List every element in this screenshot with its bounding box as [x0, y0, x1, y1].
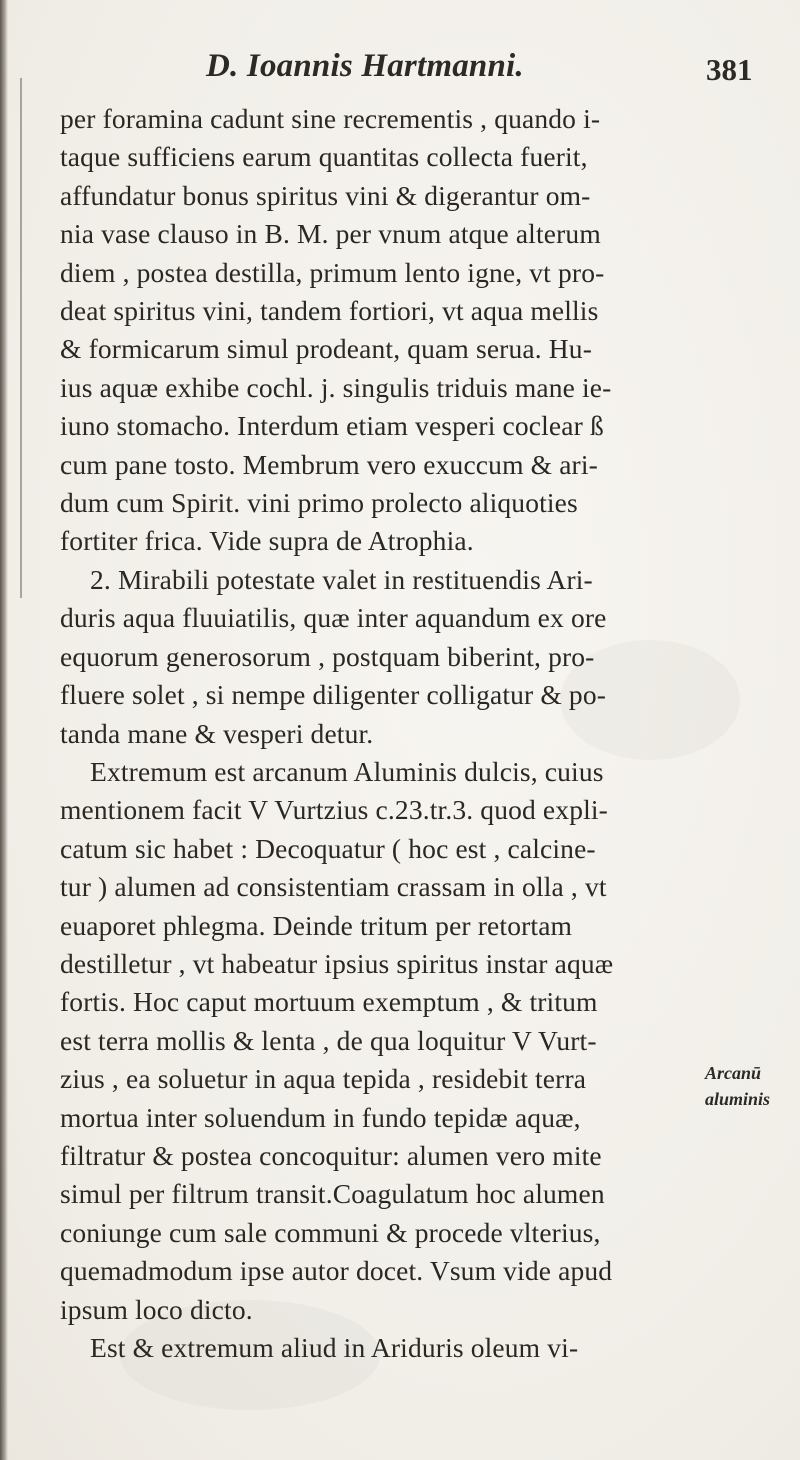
margin-rule: [20, 78, 22, 598]
text-line: fluere solet , si nempe diligenter colligatur & po-: [60, 679, 607, 711]
text-line: deat spiritus vini, tandem fortiori, vt aqua mellis: [60, 295, 599, 327]
marginal-note: [705, 1060, 797, 1112]
text-line: nia vase clauso in B. M. per vnum atque alterum: [60, 218, 601, 250]
binding-edge: [0, 0, 8, 1460]
text-line: tur ) alumen ad consistentiam crassam in olla , vt: [60, 871, 607, 903]
running-head: D. Ioannis Hartmanni.: [206, 48, 524, 84]
text-line: mentionem facit V Vurtzius c.23.tr.3. quod expli-: [60, 794, 608, 826]
text-line: dum cum Spirit. vini primo prolecto aliquoties: [60, 487, 578, 519]
text-line: fortiter frica. Vide supra de Atrophia.: [60, 525, 474, 557]
text-line: diem , postea destilla, primum lento igne, vt pro-: [60, 256, 605, 288]
text-line: taque sufficiens earum quantitas collecta fuerit,: [60, 141, 588, 173]
text-line: destilletur , vt habeatur ipsius spiritus instar aquæ: [60, 947, 614, 979]
text-line: ipsum loco dicto.: [60, 1293, 253, 1325]
text-line: quemadmodum ipse autor docet. Vsum vide apud: [60, 1255, 613, 1287]
paragraph-4: [60, 1329, 760, 1367]
text-line: affundatur bonus spiritus vini & digerantur om-: [60, 179, 591, 211]
text-line: cum pane tosto. Membrum vero exuccum & ari-: [60, 448, 598, 480]
paragraph-1: [60, 100, 760, 561]
paragraph-3: [60, 753, 760, 1329]
text-line: coniunge cum sale communi & procede vlterius,: [60, 1216, 601, 1248]
text-line: tanda mane & vesperi detur.: [60, 717, 374, 749]
text-line: zius , ea soluetur in aqua tepida , residebit terra: [60, 1063, 587, 1095]
text-line: est terra mollis & lenta , de qua loquitur V Vurt-: [60, 1024, 597, 1056]
text-line: Est & extremum aliud in Ariduris oleum vi-: [90, 1332, 579, 1363]
text-line: fortis. Hoc caput mortuum exemptum , & tritum: [60, 986, 598, 1018]
marginal-note-line: Arcanū: [705, 1063, 762, 1083]
paragraph-2: [60, 561, 760, 753]
text-line: catum sic habet : Decoquatur ( hoc est , calcine-: [60, 832, 596, 864]
text-line: iuno stomacho. Interdum etiam vesperi coclear ß: [60, 410, 604, 442]
text-line: euaporet phlegma. Deinde tritum per retortam: [60, 909, 573, 941]
text-line: Extremum est arcanum Aluminis dulcis, cuius: [90, 755, 604, 787]
text-line: equorum generosorum , postquam biberint, pro-: [60, 640, 595, 672]
text-line: simul per filtrum transit.Coagulatum hoc alumen: [60, 1178, 605, 1210]
text-line: filtratur & postea concoquitur: alumen vero mite: [60, 1139, 602, 1171]
page-header: [0, 38, 800, 98]
text-line: ius aquæ exhibe cochl. j. singulis triduis mane ie-: [60, 371, 612, 403]
text-line: duris aqua fluuiatilis, quæ inter aquandum ex ore: [60, 602, 607, 634]
text-line: & formicarum simul prodeant, quam serua. Hu-: [60, 333, 593, 365]
text-line: mortua inter soluendum in fundo tepidæ aquæ,: [60, 1101, 581, 1133]
text-line: 2. Mirabili potestate valet in restituendis Ari-: [90, 563, 593, 595]
page-number: 381: [706, 52, 753, 87]
text-line: per foramina cadunt sine recrementis , quando i-: [60, 103, 601, 134]
marginal-note-line: aluminis: [705, 1089, 771, 1109]
body-text: [60, 100, 760, 1367]
